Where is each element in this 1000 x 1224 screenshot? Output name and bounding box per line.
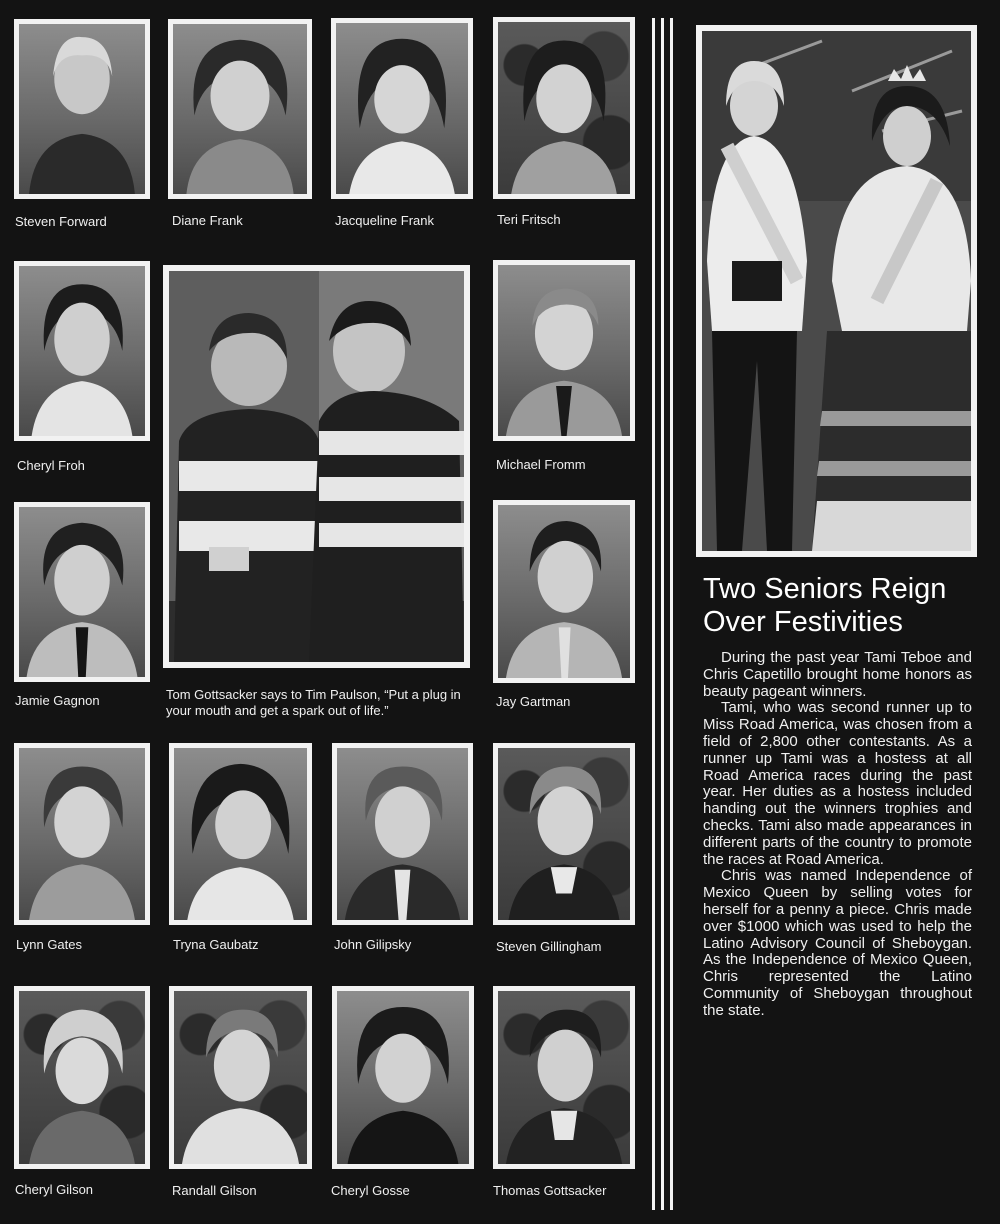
portrait-name: Cheryl Gilson	[15, 1182, 94, 1197]
portrait-photo	[337, 991, 469, 1164]
candid-photo	[163, 265, 470, 668]
portrait-photo	[19, 24, 145, 194]
portrait-steven-gillingham	[493, 743, 635, 925]
article-paragraph: During the past year Tami Teboe and Chris Capetillo brought home honors as beauty pageant winners.	[703, 649, 972, 700]
portrait-photo	[498, 991, 630, 1164]
portrait-name: Steven Forward	[15, 214, 107, 229]
article-paragraph: Tami, who was second runner up to Miss Road America, was chosen from a field of 2,800 other contestants. As a runner up Tami was a hostess at all Road America races during the past year. Her duties as a hostess included handing out the winners trophies and checks. Tami also made appearances in different parts of the country to promote the races at Road America.	[703, 699, 972, 868]
portrait-name: Jay Gartman	[496, 694, 571, 709]
person-silhouette-icon	[173, 24, 307, 194]
portrait-name: Tryna Gaubatz	[173, 937, 259, 952]
person-silhouette-icon	[19, 991, 145, 1164]
portrait-lynn-gates	[14, 743, 150, 925]
portrait-cheryl-froh	[14, 261, 150, 441]
portrait-photo	[498, 22, 630, 194]
portrait-photo	[19, 991, 145, 1164]
person-silhouette-icon	[336, 23, 468, 194]
person-silhouette-icon	[337, 991, 469, 1164]
person-silhouette-icon	[498, 991, 630, 1164]
portrait-name: Steven Gillingham	[496, 939, 602, 954]
person-silhouette-icon	[19, 24, 145, 194]
portrait-name: Thomas Gottsacker	[493, 1183, 607, 1198]
article-paragraph: Chris was named Independence of Mexico Queen by selling votes for herself for a penny a piece. Chris made over $1000 which was used to help the Latino Advisory Council of Sheboygan. As the Independence of Mexico Queen, Chris represented the Latino Community of Sheboygan throughout the state.	[703, 867, 972, 1019]
person-silhouette-icon	[498, 505, 630, 678]
portrait-john-gilipsky	[332, 743, 473, 925]
portrait-name: Teri Fritsch	[497, 212, 561, 227]
portrait-jay-gartman	[493, 500, 635, 683]
candid-photo-image	[169, 271, 464, 662]
portrait-name: Randall Gilson	[172, 1183, 257, 1198]
person-silhouette-icon	[498, 748, 630, 920]
article-title	[703, 573, 993, 639]
article-title-line: Over Festivities	[703, 606, 903, 638]
portrait-diane-frank	[168, 19, 312, 199]
portrait-photo	[19, 266, 145, 436]
pageant-photo-image	[702, 31, 971, 551]
person-silhouette-icon	[174, 748, 307, 920]
portrait-teri-fritsch	[493, 17, 635, 199]
column-divider	[661, 18, 664, 1210]
portrait-name: Jacqueline Frank	[335, 213, 434, 228]
portrait-photo	[498, 505, 630, 678]
portrait-photo	[19, 507, 145, 677]
portrait-thomas-gottsacker	[493, 986, 635, 1169]
portrait-name: Cheryl Froh	[17, 458, 85, 473]
portrait-tryna-gaubatz	[169, 743, 312, 925]
portrait-photo	[337, 748, 468, 920]
portrait-photo	[174, 748, 307, 920]
portrait-steven-forward	[14, 19, 150, 199]
person-silhouette-icon	[19, 748, 145, 920]
person-silhouette-icon	[174, 991, 307, 1164]
portrait-photo	[498, 265, 630, 436]
portrait-name: Cheryl Gosse	[331, 1183, 410, 1198]
person-silhouette-icon	[498, 265, 630, 436]
portrait-photo	[498, 748, 630, 920]
column-divider	[652, 18, 655, 1210]
portrait-photo	[174, 991, 307, 1164]
portrait-name: Lynn Gates	[16, 937, 83, 952]
portrait-cheryl-gilson	[14, 986, 150, 1169]
column-divider	[670, 18, 673, 1210]
person-silhouette-icon	[337, 748, 468, 920]
article-title-line: Two Seniors Reign	[703, 573, 947, 605]
portrait-cheryl-gosse	[332, 986, 474, 1169]
person-silhouette-icon	[19, 507, 145, 677]
person-silhouette-icon	[19, 266, 145, 436]
candid-photo-caption: Tom Gottsacker says to Tim Paulson, “Put a plug in your mouth and get a spark out of life.”	[166, 687, 461, 718]
portrait-jamie-gagnon	[14, 502, 150, 682]
portrait-photo	[19, 748, 145, 920]
pageant-winners-photo	[696, 25, 977, 557]
article-body	[703, 650, 972, 1020]
person-silhouette-icon	[498, 22, 630, 194]
portrait-name: Michael Fromm	[496, 457, 586, 472]
portrait-photo	[336, 23, 468, 194]
portrait-jacqueline-frank	[331, 18, 473, 199]
pageant-queens-icon	[702, 31, 971, 551]
portrait-randall-gilson	[169, 986, 312, 1169]
portrait-name: Diane Frank	[172, 213, 243, 228]
portrait-name: Jamie Gagnon	[15, 693, 100, 708]
portrait-name: John Gilipsky	[334, 937, 412, 952]
portrait-photo	[173, 24, 307, 194]
two-students-icon	[169, 271, 464, 662]
portrait-michael-fromm	[493, 260, 635, 441]
